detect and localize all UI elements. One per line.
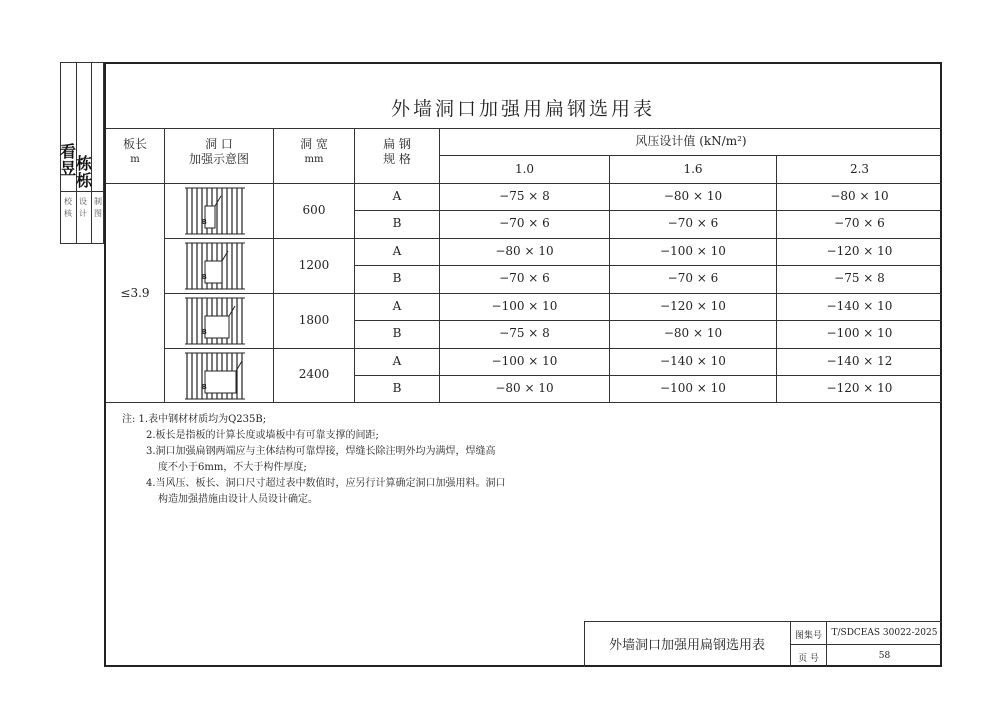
note-line-4: 度不小于6mm，不大于构件厚度;: [158, 462, 307, 473]
header-span: 板长 m: [122, 137, 147, 165]
spec-label: B: [392, 216, 402, 230]
opening-width: 600: [302, 202, 326, 217]
steel-size-cell: −100 × 10: [826, 326, 893, 340]
steel-size-cell: −70 × 6: [667, 271, 719, 285]
opening-diagram: [183, 351, 247, 401]
steel-size-cell: −100 × 10: [491, 354, 558, 368]
steel-size-cell: −70 × 6: [499, 216, 550, 230]
page-title: 外墙洞口加强用扁钢选用表: [390, 98, 655, 120]
spec-label: A: [392, 299, 402, 313]
steel-size-cell: −75 × 8: [499, 326, 550, 340]
steel-size-cell: −80 × 10: [663, 326, 723, 340]
grid-line: [355, 375, 942, 376]
grid-line: [106, 128, 942, 129]
header-pressure: 风压设计值 (kN/m²): [635, 134, 747, 148]
spec-label: B: [392, 271, 402, 285]
opening-width: 1200: [298, 257, 330, 272]
steel-size-cell: −70 × 6: [499, 271, 550, 285]
steel-size-cell: −80 × 10: [495, 244, 554, 258]
steel-size-cell: −140 × 12: [826, 354, 893, 368]
steel-size-cell: −70 × 6: [667, 216, 719, 230]
atlas-value: T/SDCEAS 30022-2025: [831, 628, 938, 638]
side-label-draw: 制图: [94, 197, 102, 218]
title-block-title: 外墙洞口加强用扁钢选用表: [608, 638, 765, 653]
note-line-1: 注: 1.表中钢材材质均为Q235B;: [122, 414, 267, 425]
page-label: 页 号: [798, 654, 819, 664]
opening-width: 2400: [298, 367, 330, 381]
steel-size-cell: −120 × 10: [826, 244, 893, 258]
steel-size-cell: −140 × 10: [826, 299, 893, 313]
diagram-label: B: [202, 218, 207, 226]
header-pressure-1: 1.0: [514, 162, 535, 176]
side-label-design: 设计: [79, 197, 87, 218]
header-width: 洞 宽 mm: [300, 137, 328, 165]
grid-line: [164, 128, 165, 402]
grid-line: [355, 210, 942, 211]
signature-2: 栋栎: [75, 154, 92, 190]
steel-size-cell: −100 × 10: [660, 381, 726, 395]
spec-label: A: [392, 354, 402, 368]
span-value: ≤3.9: [120, 286, 150, 300]
steel-size-cell: −70 × 6: [834, 216, 885, 230]
header-spec: 扁 钢 规 格: [383, 137, 411, 166]
note-line-2: 2.板长是指板的计算长度或墙板中有可靠支撑的间距;: [146, 430, 379, 441]
grid-line: [106, 402, 942, 403]
page-value: 58: [878, 651, 891, 661]
opening-diagram: [183, 296, 247, 346]
diagram-label: B: [202, 273, 207, 281]
note-line-3: 3.洞口加强扁钢两端应与主体结构可靠焊接，焊缝长除注明外均为满焊，焊缝高: [146, 446, 496, 457]
opening-diagram: [183, 241, 247, 291]
header-opening: 洞 口 加强示意图: [188, 137, 249, 166]
side-binding-panel: [60, 62, 104, 244]
header-pressure-2: 1.6: [683, 162, 703, 176]
atlas-label: 图集号: [794, 631, 822, 641]
steel-size-cell: −80 × 10: [830, 189, 889, 203]
grid-line: [440, 155, 942, 156]
spec-label: B: [392, 326, 402, 340]
header-pressure-3: 2.3: [849, 162, 870, 176]
signature-1: 看昱: [59, 142, 76, 178]
grid-line: [355, 320, 942, 321]
steel-size-cell: −100 × 10: [491, 299, 558, 313]
grid-line: [165, 348, 942, 349]
steel-size-cell: −80 × 10: [495, 381, 554, 395]
diagram-label: B: [202, 383, 207, 391]
note-line-5: 4.当风压、板长、洞口尺寸超过表中数值时，应另行计算确定洞口加强用料。洞口: [146, 478, 506, 489]
spec-label: A: [392, 244, 402, 258]
steel-size-cell: −140 × 10: [660, 354, 726, 368]
note-line-6: 构造加强措施由设计人员设计确定。: [158, 494, 318, 505]
side-label-check: 校核: [64, 197, 72, 218]
opening-diagram: [183, 186, 247, 236]
grid-line: [355, 265, 942, 266]
opening-width: 1800: [298, 312, 330, 327]
steel-size-cell: −120 × 10: [826, 381, 893, 395]
steel-size-cell: −75 × 8: [499, 189, 550, 203]
grid-line: [165, 238, 942, 239]
spec-label: A: [392, 189, 402, 203]
steel-size-cell: −75 × 8: [834, 271, 885, 285]
steel-size-cell: −80 × 10: [663, 189, 723, 203]
grid-line: [106, 183, 942, 184]
steel-size-cell: −120 × 10: [660, 299, 726, 313]
grid-line: [165, 293, 942, 294]
diagram-label: B: [202, 328, 207, 336]
spec-label: B: [392, 381, 402, 395]
steel-size-cell: −100 × 10: [660, 244, 726, 258]
